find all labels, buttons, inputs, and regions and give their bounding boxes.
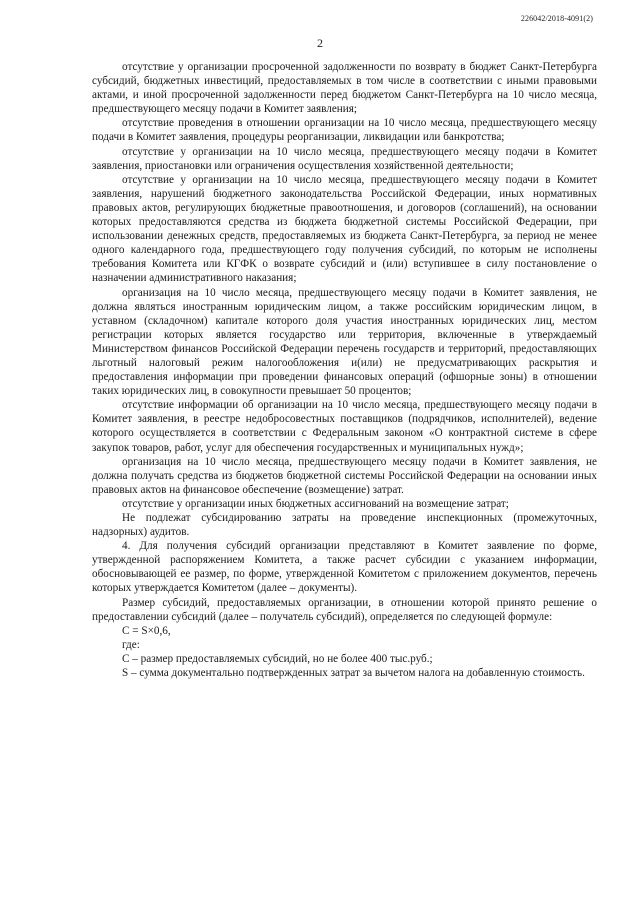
document-id: 226042/2018-4091(2) <box>520 14 593 23</box>
page-number: 2 <box>317 36 323 50</box>
paragraph: организация на 10 число месяца, предшествующего месяцу подачи в Комитет заявления, не должна получать средства из бюджетов бюджетной системы Российской Федерации на основании иных правовых актов на финансовое обеспечение (возмещение) затрат. <box>92 455 597 496</box>
paragraph: отсутствие у организации на 10 число месяца, предшествующего месяцу подачи в Комитет заявления, нарушений бюджетного законодательства Российской Федерации, иных нормативных правовых актов, регулирующих бюджетные правоотношения, и договоров (соглашений), на основании которых предоставляются средства из бюджета бюджетной системы Российской Федерации, при использовании денежных средств, предоставляемых из бюджета Санкт-Петербурга, за период не менее одного календарного года, предшествующего году получения субсидий, по которым не исполнены требования Комитета или КГФК о возврате субсидий и (или) вступившее в силу постановление о назначении административного наказания; <box>92 173 597 285</box>
document-body <box>92 60 597 680</box>
paragraph: отсутствие у организации иных бюджетных ассигнований на возмещение затрат; <box>122 497 509 510</box>
section-4-paragraph: 4. Для получения субсидий организации представляют в Комитет заявление по форме, утвержденной распоряжением Комитета, а также расчет субсидии с указанием информации, обосновывающей ее размер, по форме, утвержденной Комитетом с приложением документов, перечень которых утверждается Комитетом (далее – документы). <box>92 540 597 595</box>
paragraph: Не подлежат субсидированию затраты на проведение инспекционных (промежуточных, надзорных) аудитов. <box>92 512 597 539</box>
paragraph: отсутствие проведения в отношении организации на 10 число месяца, предшествующего месяцу подачи в Комитет заявления, процедуры реорганизации, ликвидации или банкротства; <box>92 117 597 144</box>
formula-where: где: <box>122 638 140 651</box>
paragraph: организация на 10 число месяца, предшествующего месяцу подачи в Комитет заявления, не должна являться иностранным юридическим лицом, а также российским юридическим лицом, в уставном (складочном) капитале которого доля участия иностранных юридических лиц, местом регистрации которых является государство или территория, включенные в утверждаемый Министерством финансов Российской Федерации перечень государств и территорий, предоставляющих льготный налоговый режим налогообложения и(или) не предусматривающих раскрытия и предоставления информации при проведении финансовых операций (офшорные зоны) в отношении таких юридических лиц, в совокупности превышает 50 процентов; <box>92 286 597 398</box>
paragraph: Размер субсидий, предоставляемых организации, в отношении которой принято решение о предоставлении субсидий (далее – получатель субсидий), определяется по следующей формуле: <box>92 596 597 623</box>
paragraph: отсутствие у организации на 10 число месяца, предшествующего месяцу подачи в Комитет заявления, приостановки или ограничения осуществления хозяйственной деятельности; <box>92 145 597 172</box>
formula-definition: S – сумма документально подтвержденных затрат за вычетом налога на добавленную стоимость. <box>122 667 585 680</box>
formula: С = S×0,6, <box>122 624 171 637</box>
formula-definition: С – размер предоставляемых субсидий, но не более 400 тыс.руб.; <box>122 652 433 665</box>
paragraph: отсутствие информации об организации на 10 число месяца, предшествующего месяцу подачи в Комитет заявления, в реестре недобросовестных поставщиков (подрядчиков, исполнителей), ведение которого осуществляется в соответствии с Федеральным законом «О контрактной системе в сфере закупок товаров, работ, услуг для обеспечения государственных и муниципальных нужд»; <box>92 399 597 454</box>
paragraph: отсутствие у организации просроченной задолженности по возврату в бюджет Санкт-Петербурга субсидий, бюджетных инвестиций, предоставляемых в том числе в соответствии с иными правовыми актами, и иной просроченной задолженности перед бюджетом Санкт-Петербурга на 10 число месяца, предшествующего месяцу подачи в Комитет заявления; <box>92 61 597 116</box>
